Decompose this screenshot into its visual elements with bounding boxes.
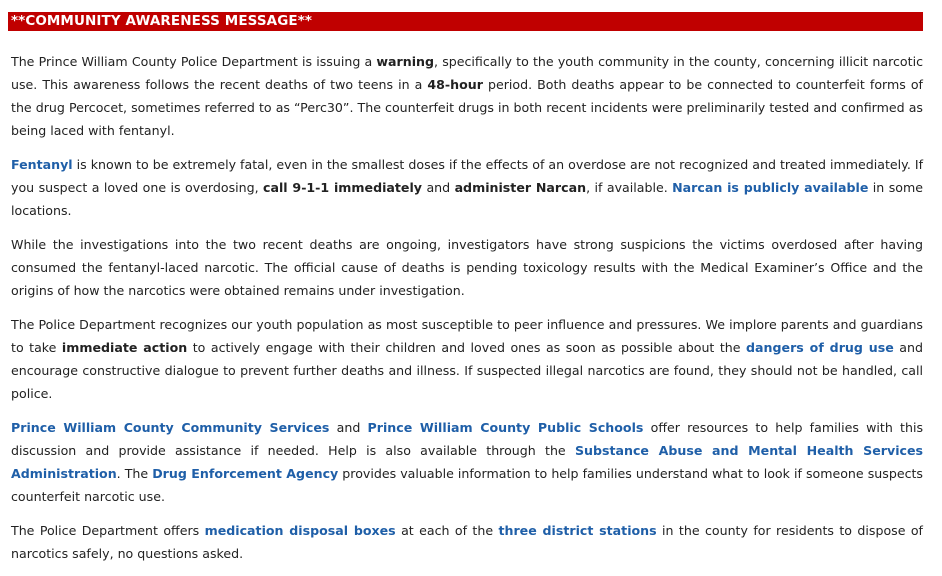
paragraph-fentanyl [11, 153, 923, 222]
link-district-stations[interactable]: three district stations [498, 523, 657, 538]
link-narcan-available[interactable]: Narcan is publicly available [672, 180, 869, 195]
paragraph-warning [11, 50, 923, 142]
text: . The [116, 466, 153, 481]
text: and [422, 180, 455, 195]
awareness-banner-title: **COMMUNITY AWARENESS MESSAGE** [8, 12, 923, 31]
link-dea[interactable]: Drug Enforcement Agency [152, 466, 339, 481]
text: in some locations. [11, 180, 923, 218]
link-community-services[interactable]: Prince William County Community Services [11, 420, 330, 435]
text: The Police Department offers [11, 523, 205, 538]
text: and encourage constructive dialogue to prevent further deaths and illness. If suspected illegal narcotics are found, they should not be handled, call police. [11, 340, 923, 401]
text: The Police Department recognizes our youth population as most susceptible to peer influence and pressures. We implore parents and guardians to take [11, 317, 923, 355]
link-public-schools[interactable]: Prince William County Public Schools [367, 420, 644, 435]
text: is known to be extremely fatal, even in the smallest doses if the effects of an overdose are not recognized and treated immediately. If you suspect a loved one is overdosing, [11, 157, 923, 195]
bold-administer-narcan: administer Narcan [454, 180, 587, 195]
text: in the county for residents to dispose of narcotics safely, no questions asked. [11, 523, 923, 561]
paragraph-investigation [11, 233, 923, 302]
text: , if available. [586, 180, 673, 195]
bold-call-911: call 9-1-1 immediately [263, 180, 423, 195]
text: and [329, 420, 368, 435]
paragraph-disposal [11, 519, 923, 565]
message-body [11, 50, 923, 576]
link-samhsa[interactable]: Substance Abuse and Mental Health Services Administration [11, 443, 924, 481]
bold-48-hour: 48-hour [427, 77, 483, 92]
text: The Prince William County Police Department is issuing a [11, 54, 377, 69]
paragraph-youth [11, 313, 923, 405]
text: provides valuable information to help families understand what to look if someone suspects counterfeit narcotic use. [11, 466, 923, 504]
text: , specifically to the youth community in the county, concerning illicit narcotic use. This awareness follows the recent deaths of two teens in a [11, 54, 923, 92]
text: While the investigations into the two recent deaths are ongoing, investigators have strong suspicions the victims overdosed after having consumed the fentanyl-laced narcotic. The official cause of deaths is pending toxicology results with the Medical Examiner’s Office and the origins of how the narcotics were obtained remains under investigation. [11, 237, 923, 298]
link-disposal-boxes[interactable]: medication disposal boxes [204, 523, 396, 538]
text: to actively engage with their children and loved ones as soon as possible about the [187, 340, 747, 355]
bold-immediate-action: immediate action [61, 340, 188, 355]
text: at each of the [395, 523, 499, 538]
link-dangers-of-drug-use[interactable]: dangers of drug use [746, 340, 894, 355]
paragraph-resources [11, 416, 923, 508]
bold-warning: warning [376, 54, 435, 69]
link-fentanyl[interactable]: Fentanyl [11, 157, 73, 172]
text: period. Both deaths appear to be connected to counterfeit forms of the drug Percocet, sometimes referred to as “Perc30”. The counterfeit drugs in both recent incidents were preliminarily tested and confirmed as being laced with fentanyl. [11, 77, 923, 138]
text: offer resources to help families with this discussion and provide assistance if needed. Help is also available through the [11, 420, 924, 458]
